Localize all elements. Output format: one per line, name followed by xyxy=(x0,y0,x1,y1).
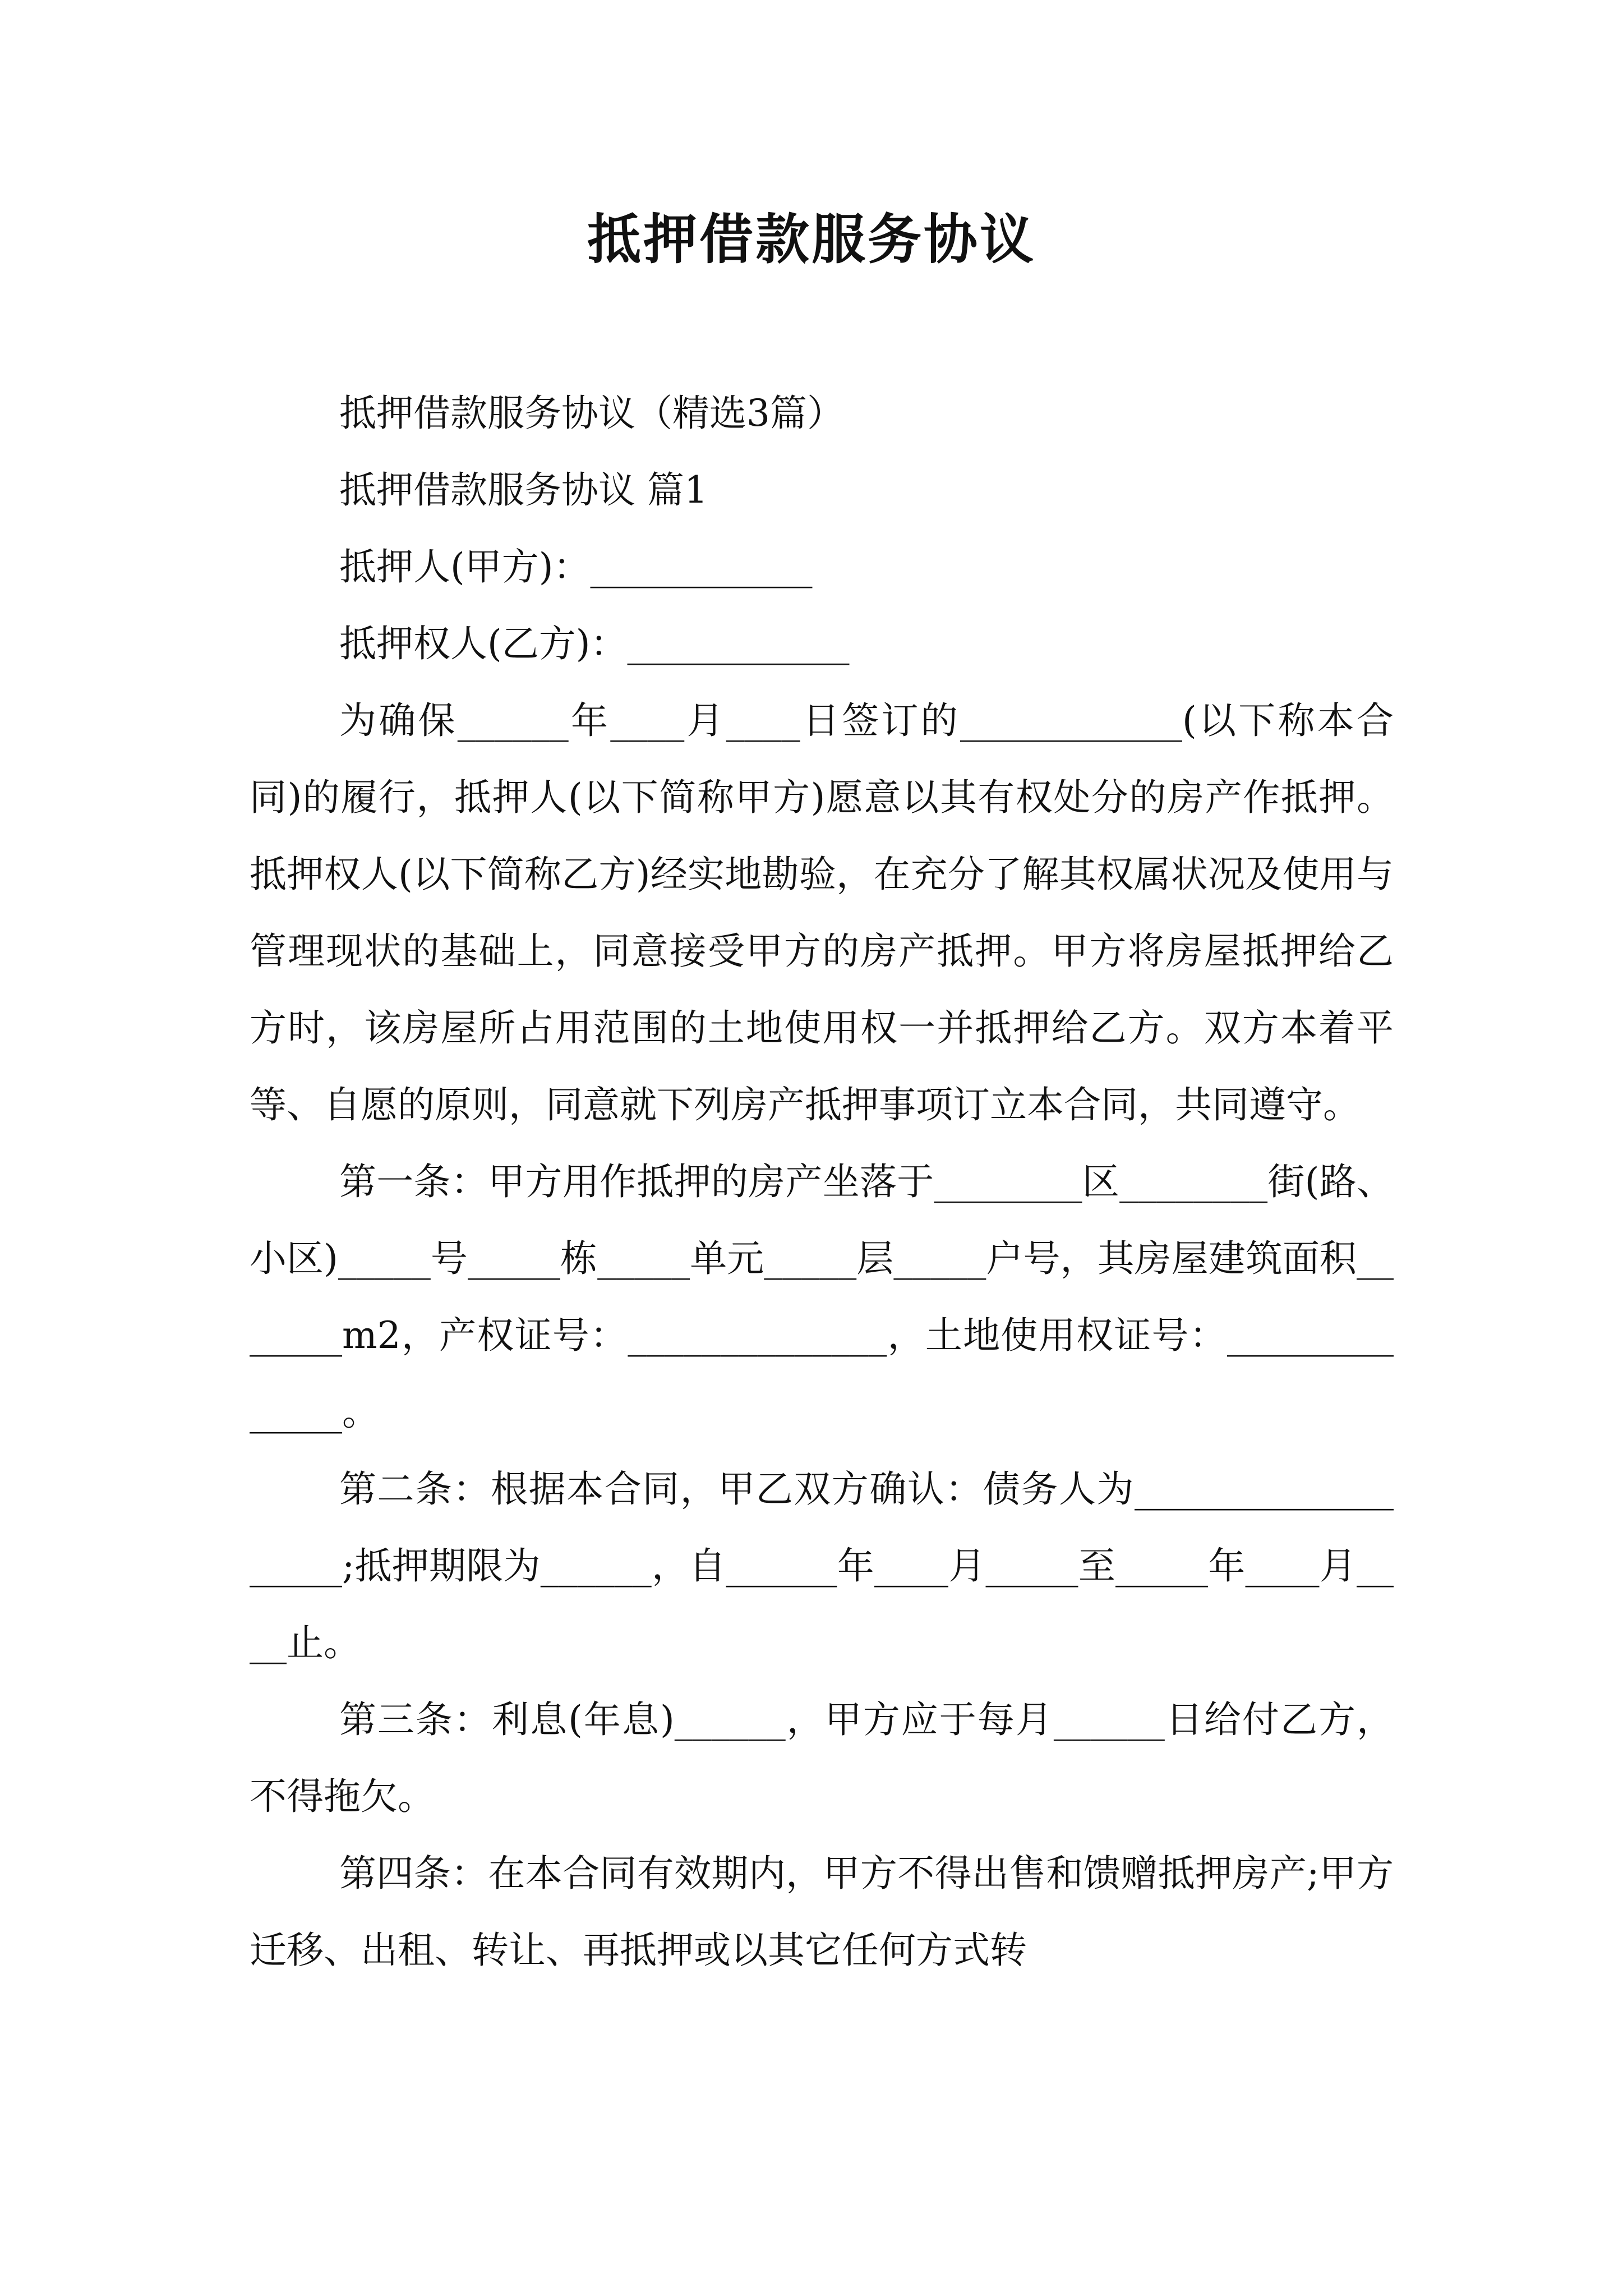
article-2: 第二条：根据本合同，甲乙双方确认：债务人为___________________;抵押期限为______，自______年____月_____至_____年____月____止。 xyxy=(250,1467,1394,1664)
article-1: 第一条：甲方用作抵押的房产坐落于________区________街(路、小区)_____号_____栋_____单元_____层_____户号，其房屋建筑面积_______m2，产权证号：______________，土地使用权证号：______________。 xyxy=(250,1160,1394,1434)
article-4: 第四条：在本合同有效期内，甲方不得出售和馈赠抵押房产;甲方迁移、出租、转让、再抵押或以其它任何方式转 xyxy=(250,1852,1394,1972)
mortgagee-line: 抵押权人(乙方)：____________ xyxy=(339,622,850,665)
preamble-paragraph: 为确保______年____月____日签订的____________(以下称本合同)的履行，抵押人(以下简称甲方)愿意以其有权处分的房产作抵押。抵押权人(以下简称乙方)经实地勘验，在充分了解其权属状况及使用与管理现状的基础上，同意接受甲方的房产抵押。甲方将房屋抵押给乙方时，该房屋所占用范围的土地使用权一并抵押给乙方。双方本着平等、自愿的原则，同意就下列房产抵押事项订立本合同，共同遵守。 xyxy=(250,699,1394,1126)
document-body xyxy=(250,375,1394,1989)
mortgagor-line: 抵押人(甲方)：____________ xyxy=(339,545,813,588)
document-title: 抵押借款服务协议 xyxy=(587,208,1036,271)
article-3: 第三条：利息(年息)______，甲方应于每月______日给付乙方，不得拖欠。 xyxy=(250,1698,1394,1818)
document-subtitle: 抵押借款服务协议（精选3篇） xyxy=(339,392,844,435)
section-heading: 抵押借款服务协议 篇1 xyxy=(339,468,708,512)
